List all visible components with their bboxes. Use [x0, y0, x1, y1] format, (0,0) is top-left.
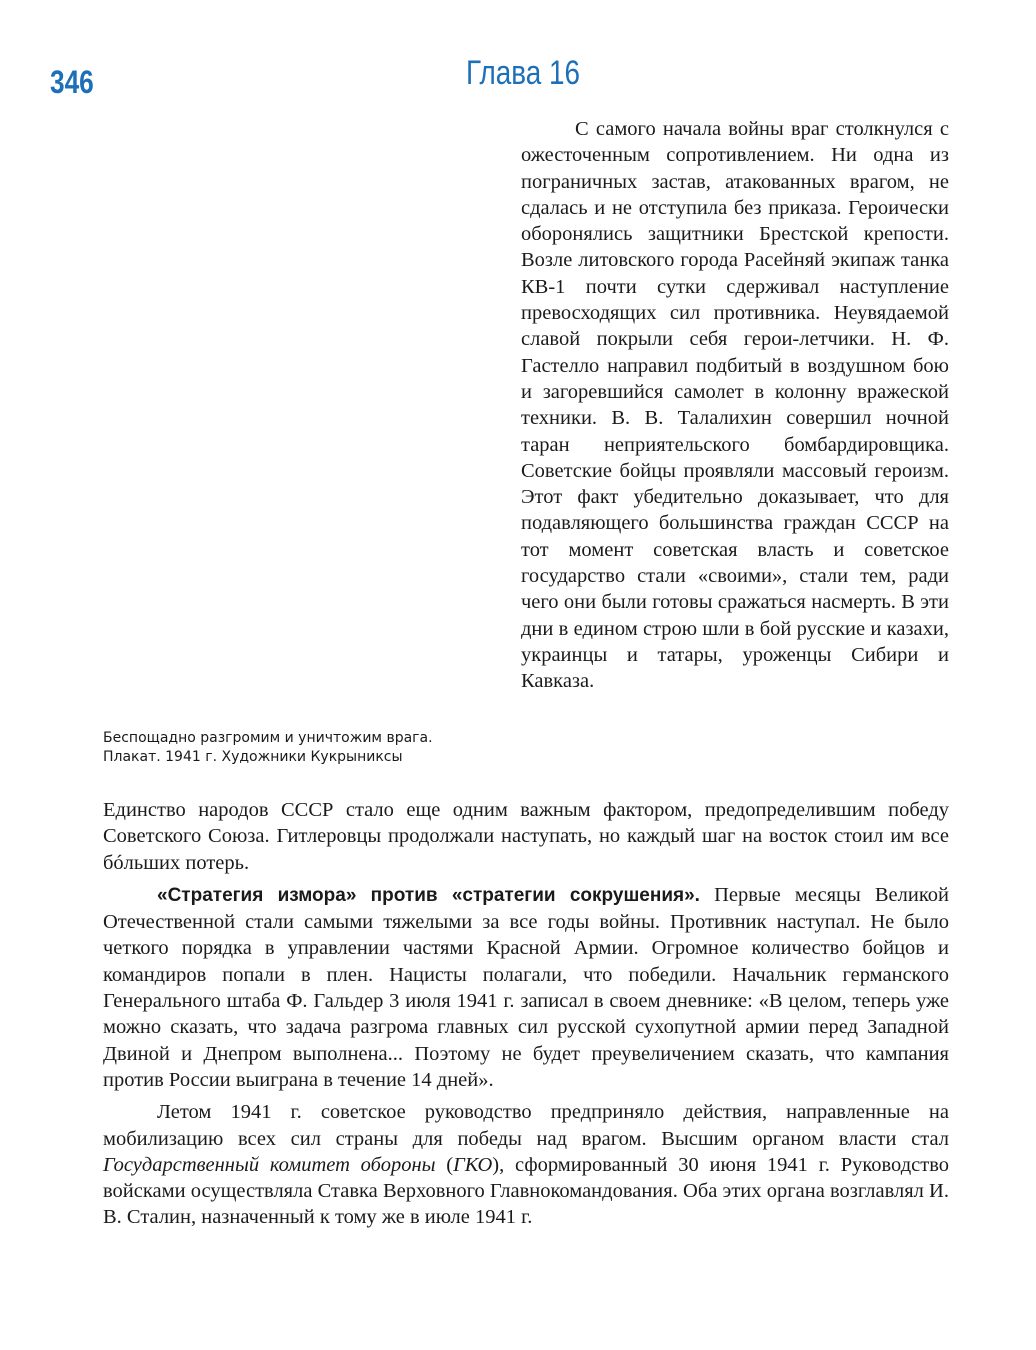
main-text — [103, 797, 949, 1231]
strategy-paragraph — [103, 882, 949, 1093]
column-paragraph: С самого начала войны враг столкнулся с ожесточенным сопротивлением. Ни одна из пограничных застав, атакованных врагом, не сдалась и не отступила без приказа. Героически оборонялись защитники Брестской крепости. Возле литовского города Расейняй экипаж танка КВ-1 почти сутки сдерживал наступление превосходящих сил противника. Неувядаемой славой покрыли себя герои-летчики. Н. Ф. Гастелло направил подбитый в воздушном бою и загоревшийся самолет в колонну вражеской техники. В. В. Талалихин совершил ночной таран неприятельского бомбардировщика. Советские бойцы проявляли массовый героизм. Этот факт убедительно доказывает, что для подавляющего большинства граждан СССР на тот момент советская власть и советское государство стали «своими», стали тем, ради чего они были готовы сражаться насмерть. В эти дни в едином строю шли в бой русские и казахи, украинцы и татары, уроженцы Сибири и Кавказа. — [521, 118, 949, 693]
column-text — [521, 116, 949, 695]
strategy-text: Первые месяцы Великой Отечественной стали самыми тяжелыми за все годы войны. Противник наступал. Не было четкого порядка в управлении частями Красной Армии. Огромное количество бойцов и командиров попали в плен. Нацисты полагали, что победили. Начальник германского Генерального штаба Ф. Гальдер 3 июля 1941 г. записал в своем дневнике: «В целом, теперь уже можно сказать, что задача разгрома главных сил русской сухопутной армии перед Западной Двиной и Днепром выполнена... Поэтому не будет преувеличением сказать, что кампания против России выиграна в течение 14 дней». — [103, 883, 949, 1091]
paren-open: ( — [435, 1153, 454, 1176]
gko-full-name: Государственный комитет обороны — [103, 1153, 436, 1176]
run-in-heading: «Стратегия измора» против «стратегии сокрушения». — [157, 884, 700, 906]
summer-paragraph — [103, 1099, 949, 1230]
page-number: 346 — [50, 64, 94, 100]
caption-line-2: Плакат. 1941 г. Художники Кукрыниксы — [103, 749, 403, 765]
summer-text-after: ), сформированный 30 июня 1941 г. Руководство войсками осуществляла Ставка Верховного Главнокомандования. Оба этих органа возглавлял И. В. Сталин, назначенный к тому же в июле 1941 г. — [103, 1153, 949, 1229]
gko-abbreviation: ГКО — [453, 1153, 493, 1176]
continuation-paragraph: Единство народов СССР стало еще одним важным фактором, предопределившим победу Советского Союза. Гитлеровцы продолжали наступать, но каждый шаг на восток стоил им все бóльших потерь. — [103, 799, 949, 874]
chapter-title: Глава 16 — [466, 54, 581, 92]
summer-text-before: Летом 1941 г. советское руководство предприняло действия, направленные на мобилизацию всех сил страны для победы над врагом. Высшим органом власти стал — [103, 1101, 949, 1150]
image-caption — [103, 729, 503, 767]
caption-line-1: Беспощадно разгромим и уничтожим врага. — [103, 730, 433, 746]
